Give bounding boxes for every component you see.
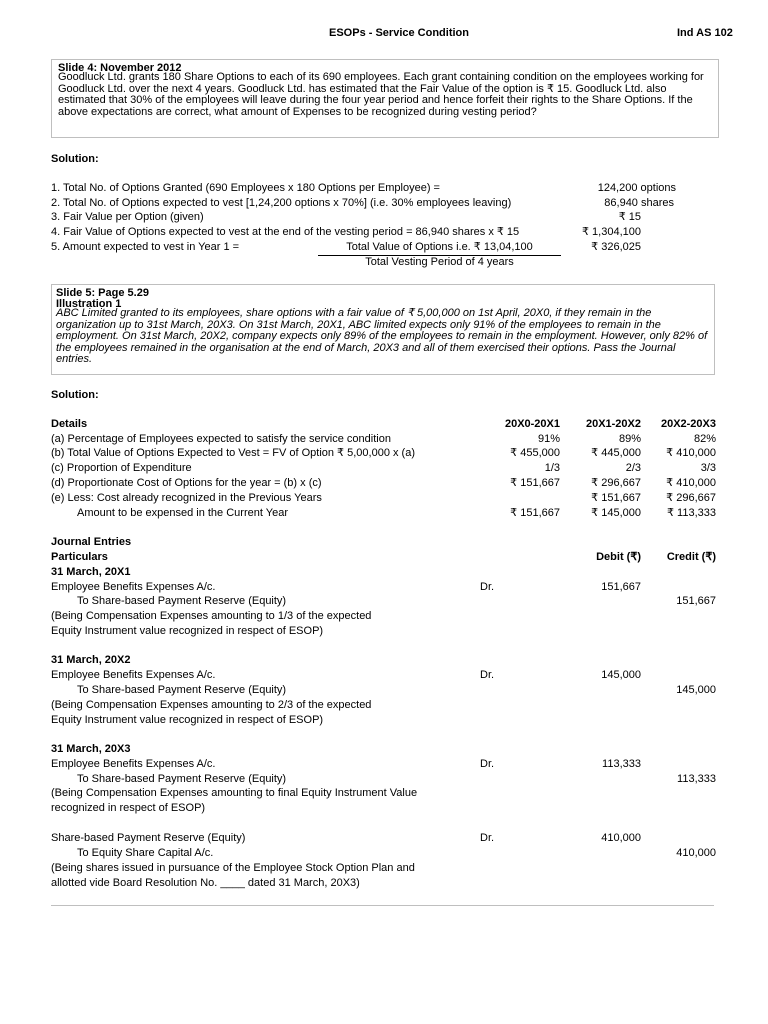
bottom-divider (51, 905, 714, 906)
journal-col-credit: Credit (₹) (666, 551, 716, 563)
solution1-line-1: 1. Total No. of Options Granted (690 Employees x 180 Options per Employee) = (51, 182, 440, 194)
solution2-heading: Solution: (51, 389, 99, 401)
table-row-a-y2: 89% (618, 433, 641, 445)
table-row-f-y2: ₹ 145,000 (591, 507, 641, 519)
entry4-debit-account: Share-based Payment Reserve (Equity) (51, 832, 246, 844)
slide5-heading: Slide 5: Page 5.29 (56, 287, 149, 299)
entry1-credit-account: To Share-based Payment Reserve (Equity) (77, 595, 287, 607)
journal-col-particulars: Particulars (51, 551, 108, 563)
entry2-credit-account: To Share-based Payment Reserve (Equity) (77, 684, 287, 696)
table-header-y1: 20X0-20X1 (504, 418, 560, 430)
entry2-dr: Dr. (480, 669, 495, 681)
entry4-credit: 410,000 (676, 847, 716, 859)
table-row-b-y3: ₹ 410,000 (666, 447, 716, 459)
table-row-a-label: (a) Percentage of Employees expected to satisfy the service condition (51, 433, 391, 445)
table-row-c-y3: 3/3 (700, 462, 716, 474)
solution1-line-2: 2. Total No. of Options expected to vest [1,24,200 options x 70%] (i.e. 30% employees leaving) (51, 197, 512, 209)
entry4-narration-1: (Being shares issued in pursuance of the Employee Stock Option Plan and (51, 862, 415, 874)
table-header-y2: 20X1-20X2 (585, 418, 641, 430)
solution1-line-4: 4. Fair Value of Options expected to vest at the end of the vesting period = 86,940 shares x ₹ 15 (51, 226, 520, 238)
entry2-narration-2: Equity Instrument value recognized in respect of ESOP) (51, 714, 324, 726)
table-row-d-y3: ₹ 410,000 (666, 477, 716, 489)
entry2-narration-1: (Being Compensation Expenses amounting to 2/3 of the expected (51, 699, 372, 711)
table-row-f-y3: ₹ 113,333 (666, 507, 716, 519)
entry3-credit-account: To Share-based Payment Reserve (Equity) (77, 773, 287, 785)
entry3-credit: 113,333 (677, 773, 716, 785)
table-row-c-y1: 1/3 (544, 462, 560, 474)
entry2-debit: 145,000 (601, 669, 641, 681)
entry1-debit-account: Employee Benefits Expenses A/c. (51, 581, 216, 593)
slide5-text: ABC Limited granted to its employees, share options with a fair value of ₹ 5,00,000 on 1st April, 20X0, if they remain in the organization up to 31st March, 20X3. On 31st March, 20X1, ABC limited expects only 91% of the employees to remain in the employment. On 31st March, 20X2, company expects only 89% of the employees to remain in the employment. However, only 82% of the employees remained in the organisation at the end of March, 20X3 and all of them exercised their options. Pass the Journal entries. (56, 307, 708, 365)
entry3-debit: 113,333 (602, 758, 641, 770)
table-row-c-y2: 2/3 (625, 462, 641, 474)
table-row-c-label: (c) Proportion of Expenditure (51, 462, 192, 474)
table-row-e-y2: ₹ 151,667 (591, 492, 641, 504)
table-row-b-y2: ₹ 445,000 (591, 447, 641, 459)
table-row-b-y1: ₹ 455,000 (510, 447, 560, 459)
entry3-debit-account: Employee Benefits Expenses A/c. (51, 758, 216, 770)
solution1-value-4: ₹ 1,304,100 (582, 226, 641, 238)
table-row-e-y3: ₹ 296,667 (666, 492, 716, 504)
table-row-a-y3: 82% (693, 433, 716, 445)
solution1-line-3: 3. Fair Value per Option (given) (51, 211, 204, 223)
entry1-narration-2: Equity Instrument value recognized in respect of ESOP) (51, 625, 324, 637)
entry4-dr: Dr. (480, 832, 495, 844)
solution1-value-3: ₹ 15 (618, 211, 641, 223)
entry3-date: 31 March, 20X3 (51, 743, 131, 755)
entry4-debit: 410,000 (601, 832, 641, 844)
table-row-d-label: (d) Proportionate Cost of Options for the year = (b) x (c) (51, 477, 322, 489)
entry3-dr: Dr. (480, 758, 495, 770)
table-header-details: Details (51, 418, 88, 430)
entry3-narration-1: (Being Compensation Expenses amounting to final Equity Instrument Value (51, 787, 418, 799)
solution1-heading: Solution: (51, 153, 99, 165)
table-row-f-y1: ₹ 151,667 (510, 507, 560, 519)
entry1-debit: 151,667 (601, 581, 641, 593)
table-row-d-y1: ₹ 151,667 (510, 477, 560, 489)
solution1-line-5: 5. Amount expected to vest in Year 1 = (51, 241, 240, 253)
slide4-text: Goodluck Ltd. grants 180 Share Options to each of its 690 employees. Each grant containing condition on the employees working for Goodluck Ltd. over the next 4 years. Goodluck Ltd. has estimated that the Fair Value of the option is ₹ 15. Goodluck Ltd. also estimated that 30% of the employees will leave during the four year period and hence forfeit their rights to the Share Options. If the above expectations are correct, what amount of Expenses to be recognized during vesting period? (58, 71, 704, 118)
entry1-narration-1: (Being Compensation Expenses amounting to 1/3 of the expected (51, 610, 372, 622)
entry4-narration-2: allotted vide Board Resolution No. ____ dated 31 March, 20X3) (51, 877, 360, 889)
table-row-a-y1: 91% (537, 433, 560, 445)
table-row-b-label: (b) Total Value of Options Expected to Vest = FV of Option ₹ 5,00,000 x (a) (51, 447, 415, 459)
entry1-credit: 151,667 (676, 595, 716, 607)
table-header-y3: 20X2-20X3 (660, 418, 716, 430)
entry1-dr: Dr. (480, 581, 495, 593)
standard-label: Ind AS 102 (677, 27, 733, 39)
fraction-numerator: Total Value of Options i.e. ₹ 13,04,100 (346, 241, 533, 253)
slide4-heading: Slide 4: November 2012 (58, 62, 182, 74)
solution1-value-2: 86,940 shares (604, 197, 674, 209)
journal-heading: Journal Entries (51, 536, 132, 548)
solution1-value-1: 124,200 options (597, 182, 676, 194)
entry2-debit-account: Employee Benefits Expenses A/c. (51, 669, 216, 681)
journal-col-debit: Debit (₹) (596, 551, 641, 563)
table-row-d-y2: ₹ 296,667 (591, 477, 641, 489)
fraction-denominator: Total Vesting Period of 4 years (365, 256, 514, 268)
entry3-narration-2: recognized in respect of ESOP) (51, 802, 206, 814)
entry1-date: 31 March, 20X1 (51, 566, 131, 578)
table-row-f-label: Amount to be expensed in the Current Year (77, 507, 288, 519)
page-title: ESOPs - Service Condition (329, 27, 469, 39)
slide5-subheading: Illustration 1 (56, 298, 122, 310)
table-row-e-label: (e) Less: Cost already recognized in the Previous Years (51, 492, 322, 504)
entry4-credit-account: To Equity Share Capital A/c. (77, 847, 214, 859)
entry2-date: 31 March, 20X2 (51, 654, 131, 666)
entry2-credit: 145,000 (676, 684, 716, 696)
solution1-value-5: ₹ 326,025 (591, 241, 641, 253)
